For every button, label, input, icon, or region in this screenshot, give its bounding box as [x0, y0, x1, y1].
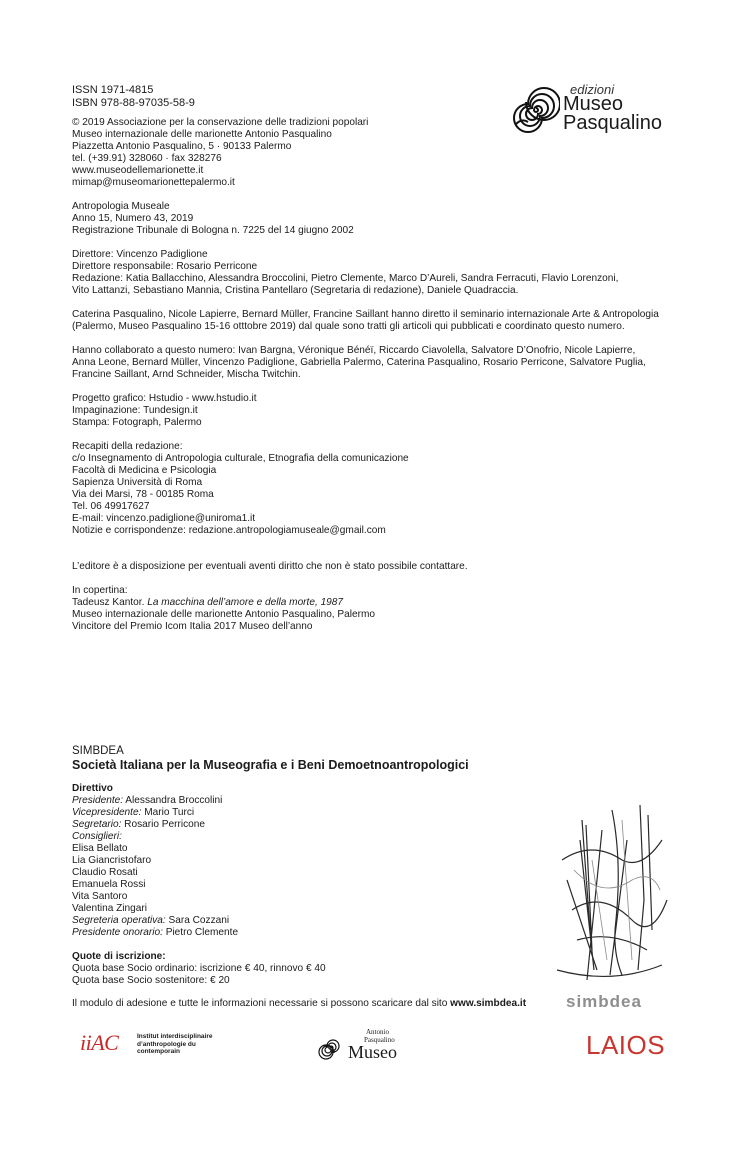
staff-member: Presidente onorario: Pietro Clemente	[72, 927, 239, 938]
iiac-mark: iiAC	[80, 1030, 119, 1055]
iiac-logo	[80, 1030, 213, 1056]
graphics-block	[72, 393, 257, 429]
cover-label: In copertina:	[72, 585, 128, 596]
board-member: Presidente: Alessandra Broccolini	[72, 795, 223, 806]
journal-title: Antropologia Museale	[72, 201, 170, 212]
fee-supporter: Quota base Socio sostenitore: € 20	[72, 975, 230, 986]
contacts-university: Sapienza Università di Roma	[72, 477, 203, 488]
councillor: Elisa Bellato	[72, 843, 128, 854]
download-note-text: Il modulo di adesione e tutte le informazioni necessarie si possono scaricare dal sito	[72, 998, 451, 1009]
simbdea-name: SIMBDEA	[72, 745, 124, 757]
responsible-director: Direttore responsabile: Rosario Perricone	[72, 261, 258, 272]
journal-issue: Anno 15, Numero 43, 2019	[72, 213, 194, 224]
museo-line-antonio: Antonio	[366, 1028, 389, 1036]
editorial-staff-1: Redazione: Katia Ballacchino, Alessandra Broccolini, Pietro Clemente, Marco D’Aureli, Sandra Ferracuti, Flavio Lorenzoni,	[72, 273, 619, 284]
website-link[interactable]: www.museodellemarionette.it	[72, 165, 204, 176]
spiral-icon	[512, 86, 560, 134]
laios-logo: LAIOS	[586, 1030, 666, 1060]
museo-line-museo: Museo	[348, 1042, 397, 1062]
print-credit: Stampa: Fotograph, Palermo	[72, 417, 202, 428]
simbdea-site-link[interactable]: www.simbdea.it	[450, 998, 527, 1009]
councillor: Emanuela Rossi	[72, 879, 146, 890]
cover-award: Vincitore del Premio Icom Italia 2017 Museo dell’anno	[72, 621, 313, 632]
spiral-icon	[318, 1036, 342, 1060]
contacts-title: Recapiti della redazione:	[72, 441, 183, 452]
logo-museo: Museo	[563, 93, 624, 115]
logo-edizioni: edizioni	[570, 82, 615, 97]
contacts-block	[72, 441, 409, 537]
puppet-scribble-icon	[552, 800, 682, 990]
rights-note	[72, 561, 468, 573]
cover-block	[72, 585, 375, 633]
board-member: Vicepresidente: Mario Turci	[72, 807, 195, 818]
councillor: Vita Santoro	[72, 891, 128, 902]
contacts-phone: Tel. 06 49917627	[72, 501, 150, 512]
graphic-design: Progetto grafico: Hstudio - www.hstudio.it	[72, 393, 257, 404]
simbdea-logo-word: simbdea	[566, 992, 642, 1011]
journal-registration: Registrazione Tribunale di Bologna n. 7225 del 14 giugno 2002	[72, 225, 354, 236]
seminar-line-1: Caterina Pasqualino, Nicole Lapierre, Bernard Müller, Francine Saillant hanno diretto il seminario internazionale Arte & Antropologia	[72, 309, 659, 320]
museum-name-line: Museo internazionale delle marionette Antonio Pasqualino	[72, 129, 332, 140]
cover-work: La macchina dell’amore e della morte, 1987	[147, 597, 344, 608]
layout-credit: Impaginazione: Tundesign.it	[72, 405, 198, 416]
simbdea-logo	[552, 800, 682, 1020]
cover-museum: Museo internazionale delle marionette Antonio Pasqualino, Palermo	[72, 609, 375, 620]
download-note	[72, 998, 526, 1010]
museo-line-pasqualino: Pasqualino	[364, 1036, 395, 1044]
edizioni-museo-pasqualino-logo	[512, 82, 672, 138]
phone-line: tel. (+39.91) 328060 · fax 328276	[72, 153, 222, 164]
councillor: Claudio Rosati	[72, 867, 138, 878]
simbdea-full-name: Società Italiana per la Museografia e i Beni Demoetnoantropologici	[72, 757, 469, 772]
board-member: Consiglieri:	[72, 831, 122, 842]
contacts-email[interactable]: E-mail: vincenzo.padiglione@uniroma1.it	[72, 513, 256, 524]
board-member: Segretario: Rosario Perricone	[72, 819, 205, 830]
issn: ISSN 1971-4815	[72, 84, 154, 96]
fees-block	[72, 951, 326, 987]
seminar-line-2: (Palermo, Museo Pasqualino 15-16 otttobre 2019) dal quale sono tratti gli articoli qui pubblicati e coordinato questo numero.	[72, 321, 625, 332]
logo-pasqualino: Pasqualino	[563, 112, 662, 134]
collaborators-block	[72, 345, 646, 381]
fees-title: Quote di iscrizione:	[72, 951, 166, 962]
board-title: Direttivo	[72, 783, 113, 794]
fee-ordinary: Quota base Socio ordinario: iscrizione € 40, rinnovo € 40	[72, 963, 326, 974]
isbn: ISBN 978-88-97035-58-9	[72, 96, 195, 109]
iiac-text: Institut interdisciplinaire d’anthropologie du contemporain	[137, 1033, 213, 1055]
councillor: Lia Giancristofaro	[72, 855, 152, 866]
staff-member: Segreteria operativa: Sara Cozzani	[72, 915, 230, 926]
collaborators-line-3: Francine Saillant, Arnd Schneider, Mischa Twitchin.	[72, 369, 301, 380]
issn-isbn-block	[72, 84, 195, 109]
collaborators-line-2: Anna Leone, Bernard Müller, Vincenzo Padiglione, Gabriella Palermo, Caterina Pasqualino, Rosario Perricone, Salvatore Puglia,	[72, 357, 646, 368]
copyright-block	[72, 117, 368, 189]
journal-block	[72, 201, 354, 237]
seminar-block	[72, 309, 659, 333]
cover-author: Tadeusz Kantor.	[72, 597, 148, 608]
councillor: Valentina Zingari	[72, 903, 147, 914]
simbdea-board	[72, 783, 238, 939]
contacts-faculty: Facoltà di Medicina e Psicologia	[72, 465, 217, 476]
cover-credit	[72, 597, 375, 609]
direction-block	[72, 249, 618, 297]
simbdea-header	[72, 745, 469, 772]
contacts-address: Via dei Marsi, 78 - 00185 Roma	[72, 489, 214, 500]
director: Direttore: Vincenzo Padiglione	[72, 249, 208, 260]
rights-note-text: L’editore è a disposizione per eventuali aventi diritto che non è stato possibile contattare.	[72, 561, 468, 572]
email-link[interactable]: mimap@museomarionettepalermo.it	[72, 177, 235, 188]
collaborators-line-1: Hanno collaborato a questo numero: Ivan Bargna, Véronique Bénéï, Riccardo Ciavolella, Salvatore D’Onofrio, Nicole Lapierre,	[72, 345, 636, 356]
contacts-news[interactable]: Notizie e corrispondenze: redazione.antropologiamuseale@gmail.com	[72, 525, 386, 536]
editorial-staff-2: Vito Lattanzi, Sebastiano Mannia, Cristina Pantellaro (Segretaria di redazione), Daniele Quadraccia.	[72, 285, 519, 296]
copyright-line: © 2019 Associazione per la conservazione delle tradizioni popolari	[72, 117, 369, 128]
contacts-teaching: c/o Insegnamento di Antropologia culturale, Etnografia della comunicazione	[72, 453, 409, 464]
museo-pasqualino-logo	[318, 1028, 404, 1064]
address-line: Piazzetta Antonio Pasqualino, 5 · 90133 Palermo	[72, 141, 292, 152]
